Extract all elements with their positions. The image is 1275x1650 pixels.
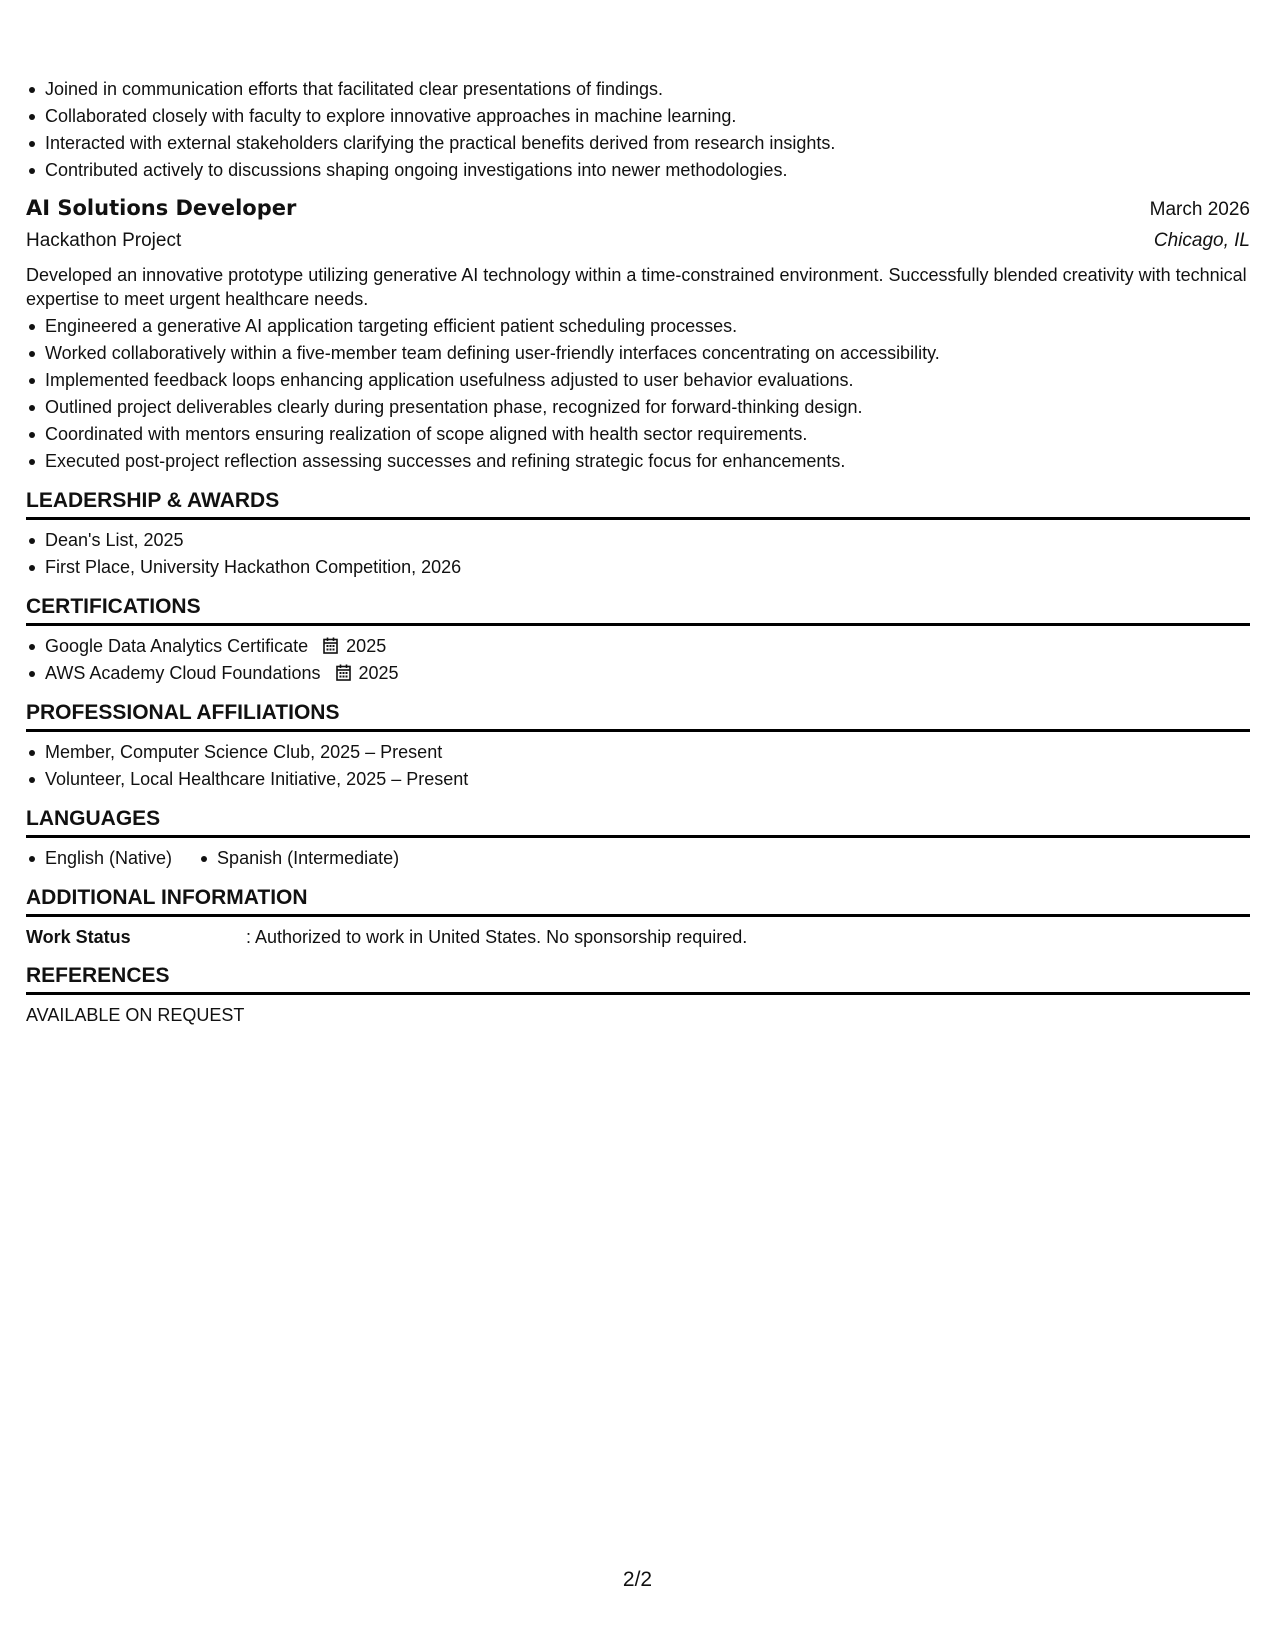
job-header (26, 193, 1250, 225)
certification-item (26, 660, 1250, 687)
certification-year: 2025 (358, 663, 399, 683)
leadership-list (26, 527, 1250, 581)
work-status-row (26, 924, 1250, 950)
certifications-list (26, 633, 1250, 687)
certification-name: AWS Academy Cloud Foundations (45, 663, 321, 683)
certification-year: 2025 (346, 636, 387, 656)
job-location: Chicago, IL (1153, 230, 1250, 251)
page-number: 2/2 (622, 1568, 653, 1591)
work-status-value: : Authorized to work in United States. No sponsorship required. (246, 927, 748, 947)
list-item: Interacted with external stakeholders clarifying the practical benefits derived from research insights. (26, 130, 1250, 157)
list-item: Engineered a generative AI application targeting efficient patient scheduling processes. (26, 313, 1250, 340)
job-subheader (26, 225, 1250, 257)
list-item: Joined in communication efforts that facilitated clear presentations of findings. (26, 76, 1250, 103)
affiliations-list (26, 739, 1250, 793)
job-description: Developed an innovative prototype utilizing generative AI technology within a time-constrained environment. Successfully blended creativity with technical expertise to meet urgent healthcare needs. (26, 265, 1247, 309)
resume-page (26, 76, 1250, 1028)
section-heading-references: REFERENCES (26, 962, 1250, 995)
list-item: First Place, University Hackathon Competition, 2026 (26, 554, 1250, 581)
intro-bullet-list (26, 76, 1250, 184)
calendar-icon (336, 664, 351, 681)
list-item: Coordinated with mentors ensuring realization of scope aligned with health sector requirements. (26, 421, 1250, 448)
section-heading-certifications: CERTIFICATIONS (26, 593, 1250, 626)
list-item: Dean's List, 2025 (26, 527, 1250, 554)
job-date: March 2026 (1149, 199, 1250, 220)
job-title: AI Solutions Developer (26, 196, 297, 220)
list-item: Outlined project deliverables clearly during presentation phase, recognized for forward-thinking design. (26, 394, 1250, 421)
section-heading-leadership: LEADERSHIP & AWARDS (26, 487, 1250, 520)
list-item: Implemented feedback loops enhancing application usefulness adjusted to user behavior evaluations. (26, 367, 1250, 394)
languages-list (26, 845, 1250, 872)
certification-name: Google Data Analytics Certificate (45, 636, 309, 656)
list-item: Spanish (Intermediate) (198, 845, 399, 872)
list-item: Collaborated closely with faculty to explore innovative approaches in machine learning. (26, 103, 1250, 130)
job-bullet-list (26, 313, 1250, 475)
section-heading-languages: LANGUAGES (26, 805, 1250, 838)
job-organization: Hackathon Project (26, 230, 182, 251)
section-heading-affiliations: PROFESSIONAL AFFILIATIONS (26, 699, 1250, 732)
calendar-icon (323, 637, 338, 654)
list-item: Contributed actively to discussions shaping ongoing investigations into newer methodologies. (26, 157, 1250, 184)
certification-item (26, 633, 1250, 660)
list-item: Volunteer, Local Healthcare Initiative, 2025 – Present (26, 766, 1250, 793)
list-item: Member, Computer Science Club, 2025 – Present (26, 739, 1250, 766)
list-item: Executed post-project reflection assessing successes and refining strategic focus for enhancements. (26, 448, 1250, 475)
work-status-label: Work Status (26, 927, 131, 947)
section-heading-additional-information: ADDITIONAL INFORMATION (26, 884, 1250, 917)
list-item: Worked collaboratively within a five-member team defining user-friendly interfaces concentrating on accessibility. (26, 340, 1250, 367)
list-item: English (Native) (26, 845, 172, 872)
references-text: AVAILABLE ON REQUEST (26, 1005, 245, 1025)
